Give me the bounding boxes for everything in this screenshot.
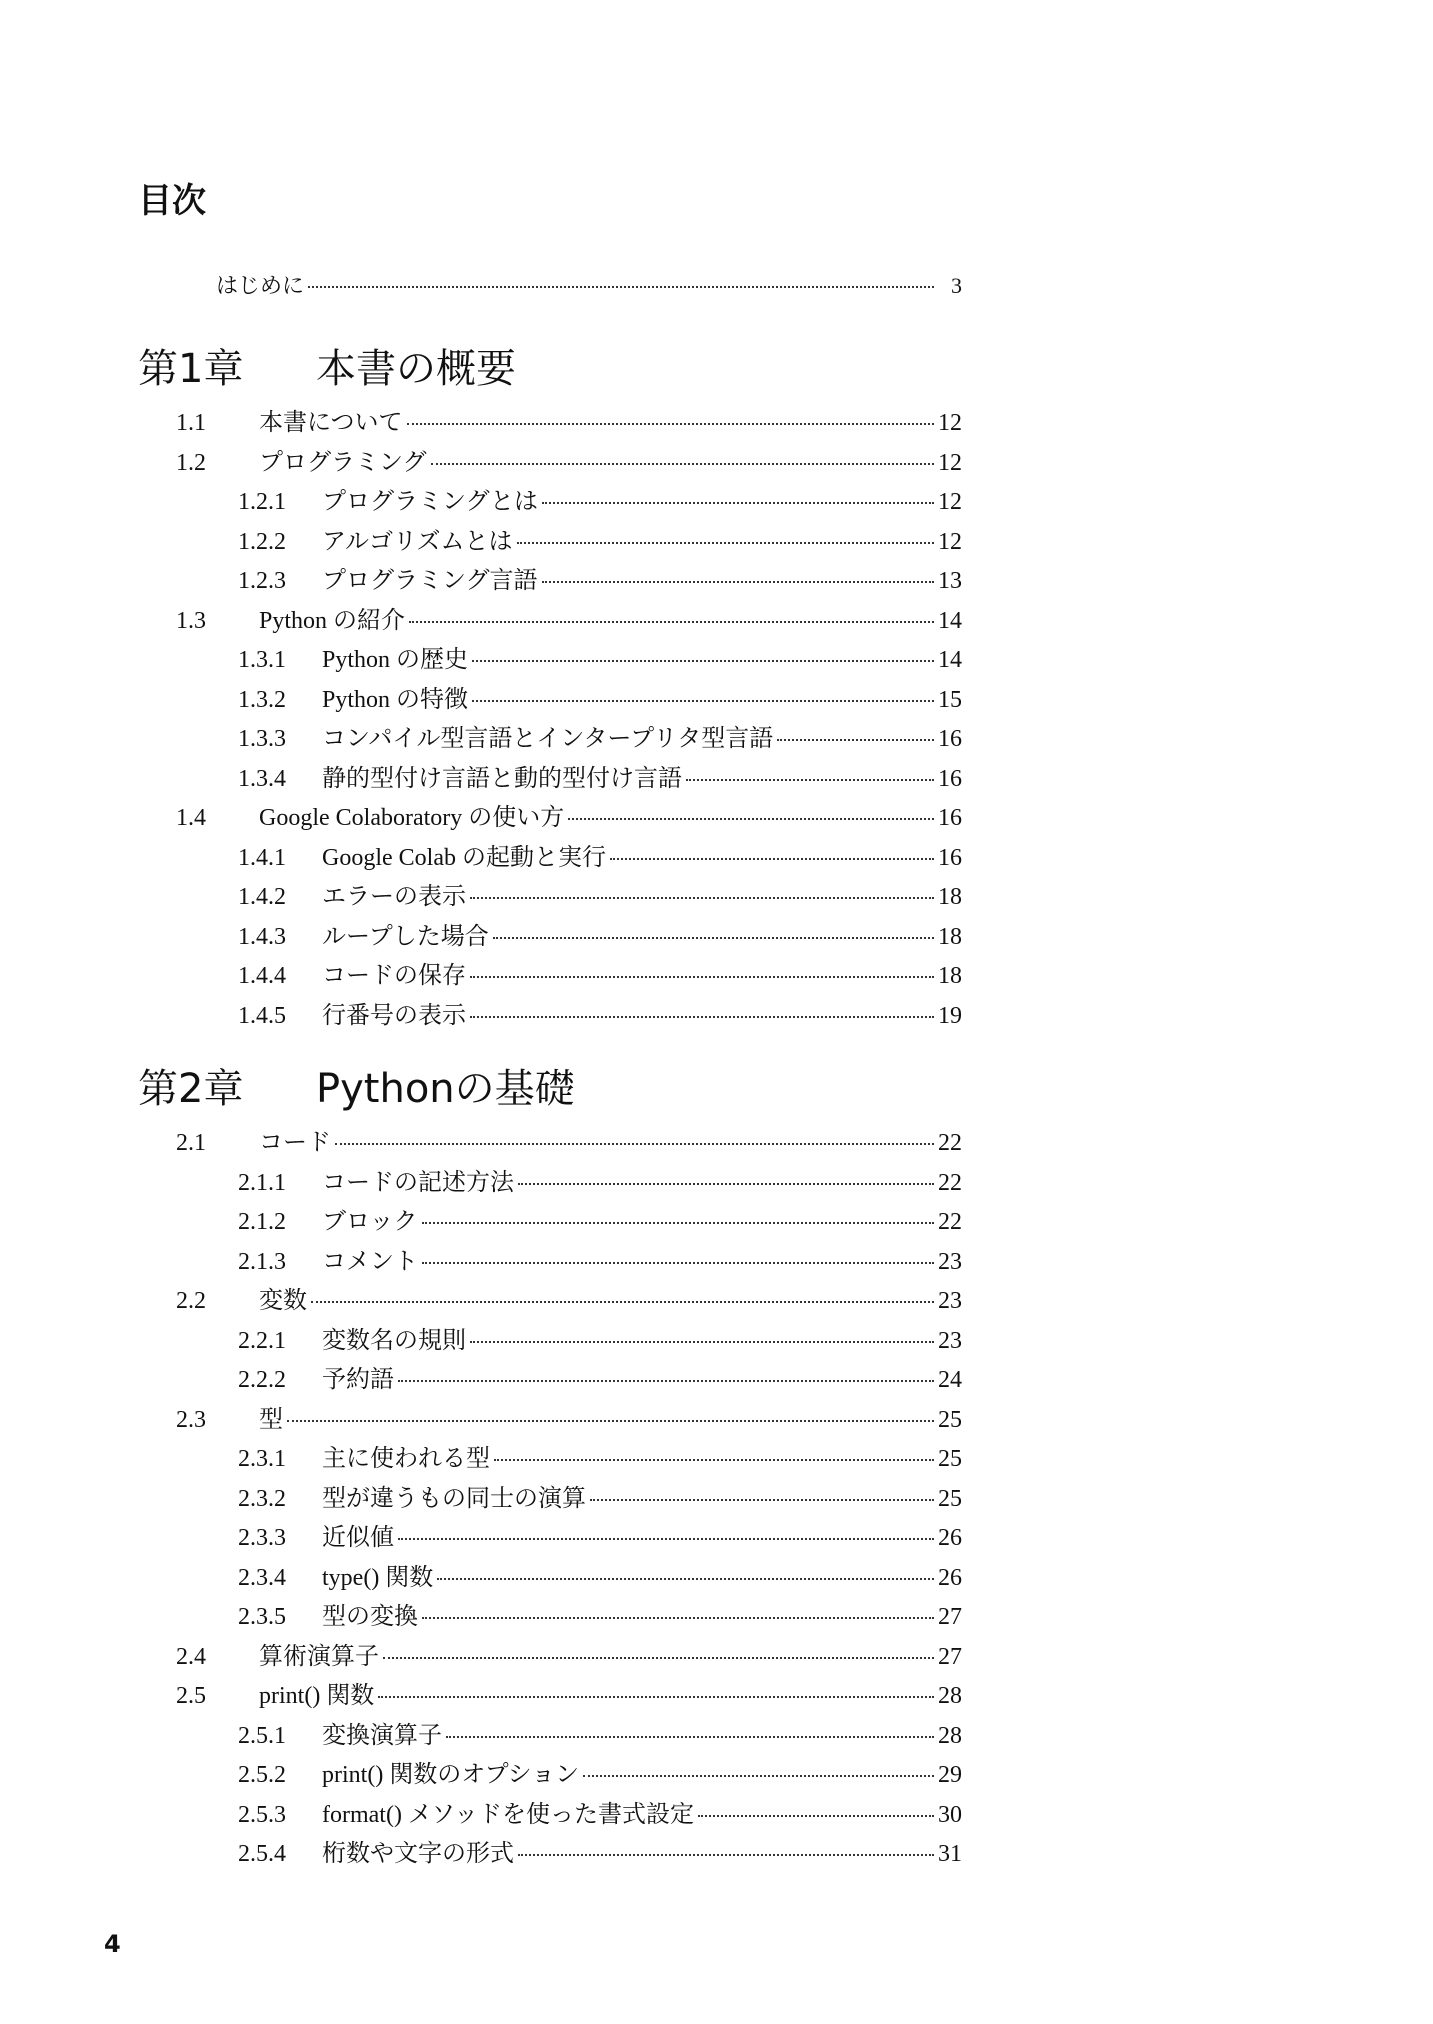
toc-entry[interactable]	[0, 1677, 1433, 1717]
toc-entry-title: プログラミングとは	[322, 489, 538, 515]
toc-entry-page: 15	[938, 686, 962, 713]
toc-entry-number: 1.4.1	[238, 844, 286, 871]
toc-entry-title: アルゴリズムとは	[322, 528, 513, 555]
toc-entry-title: 変数	[259, 1288, 307, 1314]
dot-leader	[378, 1695, 934, 1698]
toc-entry-title: コードの記述方法	[322, 1169, 514, 1196]
toc-entry-page: 19	[938, 1002, 962, 1029]
toc-entry-page: 14	[938, 607, 962, 634]
chapter-entries	[0, 404, 1433, 1036]
toc-entry-title: 静的型付け言語と動的型付け言語	[322, 765, 682, 792]
toc-entry-page: 18	[938, 923, 962, 950]
toc-entry-number: 1.3.3	[238, 726, 286, 752]
toc-entry-title: 変数名の規則	[322, 1327, 466, 1354]
toc-entry-number: 2.2	[176, 1288, 206, 1314]
toc-entry-number: 1.2.3	[238, 568, 286, 594]
dot-leader	[422, 1261, 934, 1264]
toc-entry-number: 2.1.3	[238, 1248, 286, 1275]
toc-entry-title: ループした場合	[322, 923, 489, 950]
toc-entry[interactable]	[0, 878, 1433, 918]
toc-entry[interactable]	[0, 1598, 1433, 1638]
toc-entry[interactable]	[0, 562, 1433, 602]
toc-entry-number: 2.1.1	[238, 1169, 286, 1196]
chapter-label: 第1章	[138, 346, 244, 392]
toc-entry-page: 16	[938, 805, 962, 831]
toc-entry-title: Python の歴史	[322, 647, 469, 673]
toc-entry-page: 18	[938, 884, 962, 910]
dot-leader	[287, 1419, 934, 1422]
toc-intro	[0, 268, 1433, 304]
dot-leader	[493, 936, 934, 939]
toc-entry-page: 23	[938, 1248, 962, 1275]
dot-leader	[568, 817, 934, 820]
toc-entry[interactable]	[0, 1638, 1433, 1678]
dot-leader	[777, 738, 934, 741]
dot-leader	[542, 580, 934, 583]
toc-entry[interactable]	[0, 1717, 1433, 1757]
toc-entry-page: 23	[938, 1288, 962, 1314]
toc-entry-page: 12	[938, 410, 962, 436]
toc-entry-page: 25	[938, 1485, 962, 1512]
toc-entry-page: 25	[938, 1446, 962, 1472]
toc-entry-number: 2.1.2	[238, 1209, 286, 1235]
dot-leader	[437, 1577, 934, 1580]
toc-entry-number: 1.1	[176, 410, 206, 436]
toc-entry[interactable]	[0, 1401, 1433, 1441]
toc-entry[interactable]	[0, 957, 1433, 997]
dot-leader	[407, 422, 934, 425]
toc-entry-page: 27	[938, 1604, 962, 1630]
toc-entry-number: 2.5.2	[238, 1762, 286, 1788]
toc-entry-page: 16	[938, 726, 962, 752]
chapter-1	[0, 338, 1433, 1036]
toc-entry[interactable]	[0, 1203, 1433, 1243]
toc-entry-number: 1.4.3	[238, 923, 286, 950]
dot-leader	[542, 501, 934, 504]
dot-leader	[422, 1221, 934, 1224]
dot-leader	[398, 1537, 934, 1540]
toc-entry-title: 算術演算子	[259, 1643, 379, 1670]
toc-entry-number: 2.5	[176, 1683, 206, 1709]
toc-entry[interactable]	[0, 1322, 1433, 1362]
toc-entry-number: 1.4.5	[238, 1002, 286, 1029]
toc-entry[interactable]	[0, 641, 1433, 681]
toc-entry-page: 12	[938, 528, 962, 555]
toc-entry[interactable]	[0, 483, 1433, 523]
toc-entry-page: 12	[938, 449, 962, 476]
toc-entry-page: 26	[938, 1525, 962, 1551]
toc-entry[interactable]	[0, 760, 1433, 800]
toc-entry-title: 近似値	[322, 1525, 394, 1551]
dot-leader	[610, 857, 934, 860]
toc-entry-number: 2.5.1	[238, 1722, 286, 1749]
toc-entry-number: 2.3.1	[238, 1446, 286, 1472]
toc-entry-number: 1.3.2	[238, 686, 286, 713]
dot-leader	[470, 975, 934, 978]
toc-entry-page: 29	[938, 1762, 962, 1788]
toc-entry-title: Google Colaboratory の使い方	[259, 805, 565, 831]
toc-entry-title: Python の特徴	[322, 686, 469, 713]
toc-entry-title: プログラミング	[259, 449, 427, 476]
toc-entry[interactable]	[0, 720, 1433, 760]
chapter-heading	[0, 338, 1433, 400]
dot-leader	[470, 896, 934, 899]
dot-leader	[409, 620, 934, 623]
toc-entry-title: コンパイル型言語とインタープリタ型言語	[322, 726, 774, 752]
toc-entry-number: 1.4	[176, 805, 206, 831]
toc-entry-number: 1.3	[176, 607, 206, 634]
toc-entry-title: print() 関数	[259, 1683, 375, 1709]
toc-entry-title: 主に使われる型	[322, 1446, 490, 1472]
toc-entry-number: 2.5.3	[238, 1801, 286, 1828]
toc-entry-title: 桁数や文字の形式	[322, 1841, 514, 1867]
dot-leader	[446, 1735, 934, 1738]
dot-leader	[517, 541, 934, 544]
dot-leader	[470, 1015, 934, 1018]
dot-leader	[583, 1774, 934, 1777]
toc-entry[interactable]	[0, 1480, 1433, 1520]
chapter-title: Pythonの基礎	[316, 1066, 575, 1112]
toc-entry-number: 1.2.1	[238, 489, 286, 515]
chapter-heading	[0, 1058, 1433, 1120]
dot-leader	[590, 1498, 934, 1501]
toc-entry-title: 型	[259, 1406, 283, 1433]
toc-entry-page: 30	[938, 1801, 962, 1828]
toc-entry-number: 1.4.2	[238, 884, 286, 910]
page-number: 4	[104, 1930, 121, 1958]
toc-entry-title: コメント	[322, 1248, 418, 1275]
toc-entry-title: コードの保存	[322, 963, 466, 989]
toc-entry-number: 1.2	[176, 449, 206, 476]
toc-entry-number: 1.2.2	[238, 528, 286, 555]
toc-entry-page: 28	[938, 1683, 962, 1709]
dot-leader	[698, 1814, 934, 1817]
toc-entry-intro[interactable]	[0, 268, 1433, 304]
toc-entry[interactable]	[0, 1440, 1433, 1480]
dot-leader	[422, 1616, 934, 1619]
toc-entry-number: 2.3.2	[238, 1485, 286, 1512]
toc-entry-title: ブロック	[322, 1209, 418, 1235]
toc-entry-page: 14	[938, 647, 962, 673]
toc-entry[interactable]	[0, 1835, 1433, 1875]
toc-entry[interactable]	[0, 997, 1433, 1037]
toc-entry-page: 26	[938, 1564, 962, 1591]
toc-entry-title: はじめに	[216, 273, 305, 298]
chapter-label: 第2章	[138, 1066, 244, 1112]
chapter-2	[0, 1058, 1433, 1875]
toc-entry-page: 23	[938, 1327, 962, 1354]
toc-entry-number: 2.3.4	[238, 1564, 286, 1591]
toc-entry[interactable]	[0, 799, 1433, 839]
toc-entry-title: プログラミング言語	[322, 568, 538, 594]
toc-entry-page: 28	[938, 1722, 962, 1749]
toc-entry-page: 16	[938, 765, 962, 792]
toc-entry-title: type() 関数	[322, 1564, 434, 1591]
toc-entry-page: 13	[938, 568, 962, 594]
toc-entry-title: Google Colab の起動と実行	[322, 844, 606, 871]
dot-leader	[686, 778, 934, 781]
toc-entry-page: 18	[938, 963, 962, 989]
dot-leader	[518, 1853, 934, 1856]
dot-leader	[311, 1300, 934, 1303]
toc-entry[interactable]	[0, 1796, 1433, 1836]
toc-entry-title: 変換演算子	[322, 1722, 442, 1749]
toc-entry-page: 22	[938, 1130, 962, 1156]
toc-entry-title: 本書について	[259, 410, 403, 436]
toc-entry-page: 25	[938, 1406, 962, 1433]
dot-leader	[383, 1656, 934, 1659]
dot-leader	[335, 1142, 934, 1145]
toc-entry[interactable]	[0, 1243, 1433, 1283]
toc-entry-number: 1.3.4	[238, 765, 286, 792]
dot-leader	[308, 285, 934, 288]
toc-entry-number: 2.5.4	[238, 1841, 286, 1867]
toc-entry-title: エラーの表示	[322, 884, 466, 910]
toc-entry-number: 1.4.4	[238, 963, 286, 989]
toc-entry-page: 31	[938, 1841, 962, 1867]
toc-entry-title: print() 関数のオプション	[322, 1762, 580, 1788]
toc-entry-page: 16	[938, 844, 962, 871]
toc-entry-title: コード	[259, 1130, 331, 1156]
toc-entry[interactable]	[0, 1124, 1433, 1164]
toc-entry[interactable]	[0, 1756, 1433, 1796]
dot-leader	[431, 462, 934, 465]
chapter-entries	[0, 1124, 1433, 1875]
toc-entry-number: 2.4	[176, 1643, 206, 1670]
dot-leader	[398, 1379, 934, 1382]
toc-entry-number: 2.3	[176, 1406, 206, 1433]
dot-leader	[494, 1458, 934, 1461]
toc-entry-page: 24	[938, 1367, 962, 1393]
toc-entry-title: 型が違うもの同士の演算	[322, 1485, 586, 1512]
toc-entry-number: 1.3.1	[238, 647, 286, 673]
toc-entry-number: 2.2.2	[238, 1367, 286, 1393]
dot-leader	[470, 1340, 934, 1343]
toc-entry[interactable]	[0, 1519, 1433, 1559]
toc-entry[interactable]	[0, 444, 1433, 484]
toc-entry-page: 27	[938, 1643, 962, 1670]
toc-entry[interactable]	[0, 681, 1433, 721]
toc-entry-page: 12	[938, 489, 962, 515]
toc-entry-number: 2.3.3	[238, 1525, 286, 1551]
toc-entry-title: 型の変換	[322, 1604, 418, 1630]
toc-entry[interactable]	[0, 523, 1433, 563]
toc-entry-page: 22	[938, 1209, 962, 1235]
toc-entry-title: format() メソッドを使った書式設定	[322, 1801, 695, 1828]
toc-entry[interactable]	[0, 602, 1433, 642]
toc-entry-number: 2.3.5	[238, 1604, 286, 1630]
toc-entry-title: Python の紹介	[259, 607, 406, 634]
toc-entry[interactable]	[0, 1559, 1433, 1599]
toc-entry-number: 2.2.1	[238, 1327, 286, 1354]
toc-entry-number: 2.1	[176, 1130, 206, 1156]
dot-leader	[518, 1182, 934, 1185]
dot-leader	[472, 699, 934, 702]
dot-leader	[472, 659, 934, 662]
toc-entry[interactable]	[0, 404, 1433, 444]
toc-entry-page: 22	[938, 1169, 962, 1196]
toc-entry[interactable]	[0, 839, 1433, 879]
toc-entry-title: 行番号の表示	[322, 1002, 466, 1029]
toc-entry[interactable]	[0, 1164, 1433, 1204]
toc-entry-title: 予約語	[322, 1367, 394, 1393]
chapter-title: 本書の概要	[316, 346, 516, 392]
toc-entry[interactable]	[0, 918, 1433, 958]
toc-entry[interactable]	[0, 1361, 1433, 1401]
toc-entry-page: 3	[951, 273, 962, 298]
toc-entry[interactable]	[0, 1282, 1433, 1322]
toc-title: 目次	[138, 181, 206, 221]
